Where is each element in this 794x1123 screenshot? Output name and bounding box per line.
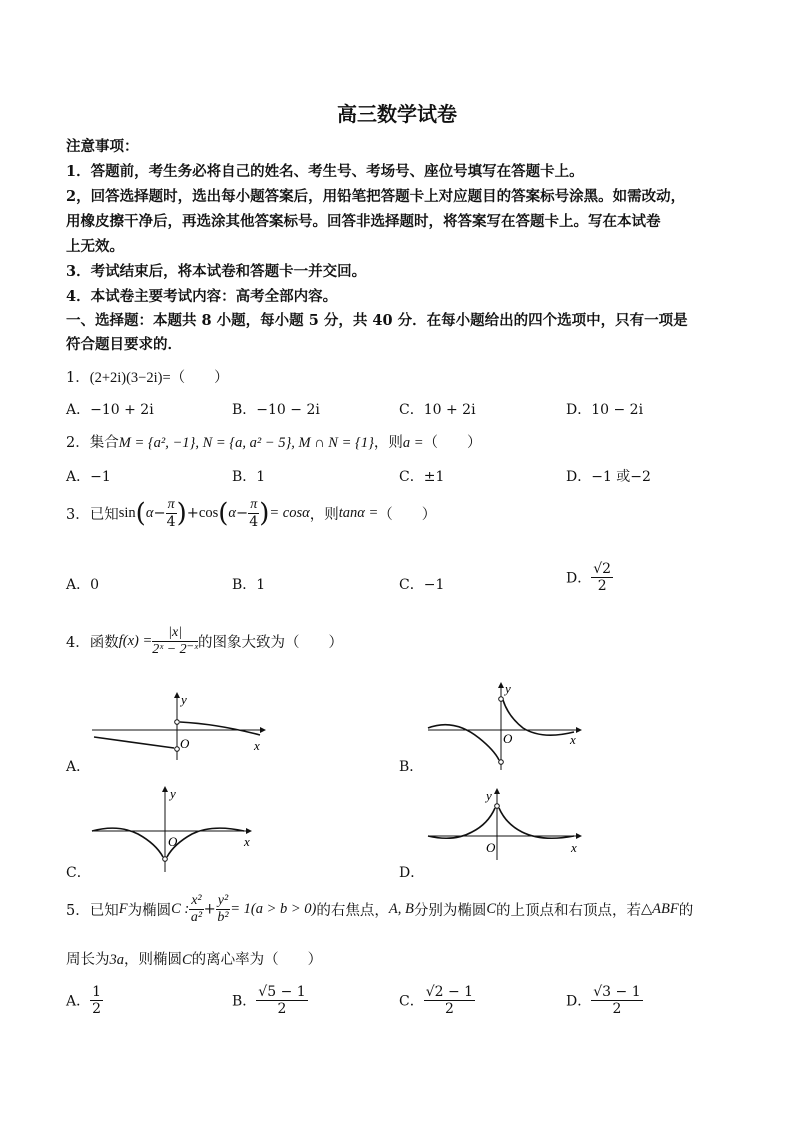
- svg-text:y: y: [170, 786, 176, 801]
- graph-a: [88, 690, 268, 762]
- svg-text:x: x: [244, 834, 250, 849]
- notice-item-4: 4．本试卷主要考试内容：高考全部内容。: [66, 288, 338, 305]
- q3-frac-1: $\frac{\pi}{4}$: [166, 497, 176, 530]
- q4-option-d[interactable]: D．: [399, 865, 425, 881]
- q3-frac-2: $\frac{\pi}{4}$: [249, 497, 259, 530]
- question-3: 3．已知sin(α− $\frac{\pi}{4}$ )+cos(α− $\frac{\pi}{4}$ )= cosα，则tanα =（ ）: [66, 497, 437, 530]
- q2-number: 2．集合: [66, 435, 119, 451]
- section-heading: 一、选择题：本题共 8 小题，每小题 5 分，共 40 分．在每小题给出的四个选项中，只有一项是: [66, 312, 688, 329]
- q2-ask: a =: [402, 435, 424, 451]
- notice-item-3: 3．考试结束后，将本试卷和答题卡一并交回。: [66, 263, 367, 280]
- question-1: [66, 366, 229, 387]
- notice-item-2-end: 上无效。: [66, 238, 124, 255]
- q1-number: 1．: [66, 370, 90, 386]
- question-2: [66, 431, 482, 452]
- q1-option-a[interactable]: A．−10 + 2i: [66, 402, 154, 418]
- svg-text:O: O: [503, 731, 513, 746]
- q3-number: 3．已知: [66, 507, 119, 523]
- q2-mid: ，则: [373, 435, 403, 451]
- notice-item-2: 2，回答选择题时，选出每小题答案后，用铅笔把答题卡上对应题目的答案标号涂黑。如需改动，: [66, 188, 686, 205]
- q3-option-b[interactable]: B．1: [232, 577, 266, 593]
- q2-option-b[interactable]: B．1: [232, 469, 266, 485]
- page-title: 高三数学试卷: [337, 102, 457, 126]
- svg-text:O: O: [180, 736, 190, 751]
- graph-c: [88, 782, 258, 874]
- q2-option-a[interactable]: A．−1: [66, 469, 111, 485]
- question-4: 4．函数f(x) = $\frac{|x|}{\text{2ˣ − 2⁻ˣ}}$ 的图象大致为（ ）: [66, 625, 344, 657]
- svg-text:x: x: [571, 840, 577, 855]
- question-5: 5．已知F为椭圆C : $\frac{\text{x²}}{\text{a²}}$ + $\frac{\text{y²}}{\text{b²}}$ = 1(a > b > 0)的右焦点，A, B分别为椭圆C的上顶点和右顶点，若△ABF的: [66, 893, 694, 925]
- q5-option-c[interactable]: C． $\frac{√2 - 1}{2}$: [399, 984, 474, 1017]
- q1-option-b[interactable]: B．−10 − 2i: [232, 402, 320, 418]
- q3-option-a[interactable]: A．0: [66, 577, 100, 593]
- notice-item-1: 1．答题前，考生务必将自己的姓名、考生号、考场号、座位号填写在答题卡上。: [66, 163, 584, 180]
- svg-text:x: x: [570, 732, 576, 747]
- q2-option-d[interactable]: D．−1 或−2: [566, 469, 651, 485]
- graph-d: [424, 786, 586, 862]
- svg-text:y: y: [505, 681, 511, 696]
- q5-option-b[interactable]: B． $\frac{√5 - 1}{2}$: [232, 984, 306, 1017]
- q1-option-c[interactable]: C．10 + 2i: [399, 402, 476, 418]
- q1-option-d[interactable]: D．10 − 2i: [566, 402, 644, 418]
- q1-expression: (2+2i)(3−2i)=: [89, 370, 171, 386]
- q5-option-a[interactable]: A． $\frac{1}{2}$: [66, 984, 102, 1017]
- q2-option-c[interactable]: C．±1: [399, 469, 445, 485]
- notice-item-2-cont: 用橡皮擦干净后，再选涂其他答案标号。回答非选择题时，将答案写在答题卡上。写在本试卷: [66, 213, 661, 230]
- q3-option-c[interactable]: C．−1: [399, 577, 445, 593]
- svg-text:x: x: [254, 738, 260, 753]
- q5-option-d[interactable]: D． $\frac{√3 - 1}{2}$: [566, 984, 641, 1017]
- q4-option-a[interactable]: A．: [66, 759, 91, 775]
- question-5-cont: 周长为3a，则椭圆C的离心率为（ ）: [66, 952, 323, 968]
- q4-fraction: $\frac{|x|}{\text{2ˣ − 2⁻ˣ}}$: [152, 625, 199, 657]
- q4-option-c[interactable]: C．: [66, 865, 91, 881]
- svg-text:O: O: [168, 834, 178, 849]
- q2-sets: M = {a², −1}, N = {a, a² − 5}, M ∩ N = {1}: [118, 435, 374, 451]
- q2-blank: （ ）: [423, 435, 482, 451]
- svg-text:y: y: [486, 788, 492, 803]
- q1-blank: （ ）: [170, 370, 229, 386]
- q3-option-d[interactable]: D． $\frac{√2}{2}$: [566, 561, 612, 594]
- notice-heading: 注意事项：: [66, 138, 139, 155]
- section-heading-cont: 符合题目要求的．: [66, 336, 182, 353]
- graph-b: [424, 680, 586, 772]
- svg-text:y: y: [181, 692, 187, 707]
- svg-text:O: O: [486, 840, 496, 855]
- q4-option-b[interactable]: B．: [399, 759, 424, 775]
